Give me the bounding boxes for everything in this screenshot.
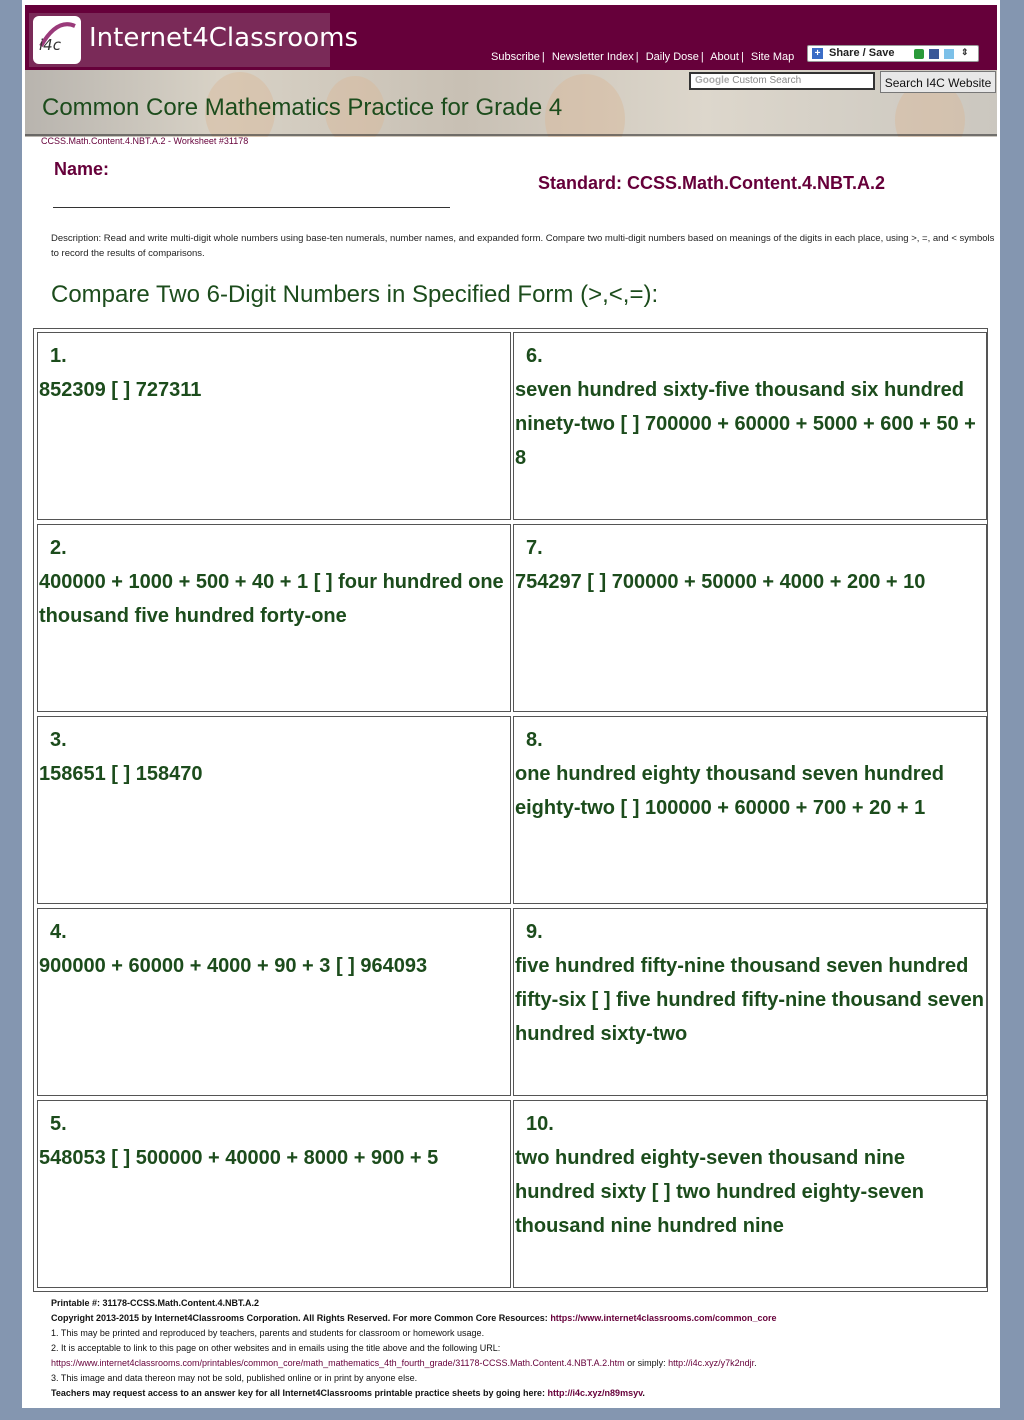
search-website-button[interactable]: Search I4C Website <box>880 71 996 93</box>
problem-text: 548053 [ ] 500000 + 40000 + 8000 + 900 + 5 <box>39 1147 439 1169</box>
i4c-logo-badge <box>33 16 81 64</box>
problem-number: 9. <box>526 921 543 943</box>
facebook-icon[interactable] <box>929 49 939 59</box>
twitter-icon[interactable] <box>944 49 954 59</box>
problem-cell <box>37 1100 511 1288</box>
common-core-link[interactable]: https://www.internet4classrooms.com/common_core <box>550 1313 777 1323</box>
google-brand: Google <box>695 75 730 86</box>
problem-text: 852309 [ ] 727311 <box>39 379 202 401</box>
nav-daily-dose[interactable]: Daily Dose <box>645 51 699 63</box>
problem-number: 8. <box>526 729 543 751</box>
site-header <box>25 5 997 70</box>
nav-subscribe[interactable]: Subscribe <box>491 51 540 63</box>
custom-search-input[interactable] <box>689 72 875 90</box>
share-label: Share / Save <box>829 47 895 59</box>
email-share-icon[interactable] <box>914 49 924 59</box>
problem-text: 400000 + 1000 + 500 + 40 + 1 [ ] four hundred one thousand five hundred forty-one <box>39 571 504 627</box>
answer-key-end: . <box>642 1388 645 1398</box>
worksheet-url-link[interactable]: https://www.internet4classrooms.com/printables/common_core/math_mathematics_4th_fourth_grade/31178-CCSS.Math.Content.4.NBT.A.2.htm <box>51 1358 625 1368</box>
problem-text: 754297 [ ] 700000 + 50000 + 4000 + 200 + 10 <box>515 571 926 593</box>
worksheet-page <box>22 0 1000 1408</box>
nav-site-map[interactable]: Site Map <box>750 51 795 63</box>
share-save-button[interactable] <box>807 45 979 62</box>
problem-text: seven hundred sixty-five thousand six hundred ninety-two [ ] 700000 + 60000 + 5000 + 600 + 50 + 8 <box>515 379 976 469</box>
copyright-line <box>51 1311 996 1326</box>
search-placeholder: Custom Search <box>732 75 802 86</box>
problem-text: 158651 [ ] 158470 <box>39 763 203 785</box>
problem-text: two hundred eighty-seven thousand nine hundred sixty [ ] two hundred eighty-seven thousand nine hundred nine <box>515 1147 924 1237</box>
problem-number: 5. <box>50 1113 67 1135</box>
answer-key-note <box>51 1386 996 1401</box>
site-logo[interactable] <box>29 13 358 67</box>
description: Description: Read and write multi-digit whole numbers using base-ten numerals, number names, and expanded form. Compare two multi-digit numbers based on meanings of the digits in each place, using >, =, and < symbols to record the results of comparisons. <box>51 233 995 259</box>
nav-about[interactable]: About <box>710 51 739 63</box>
usage-note-1: 1. This may be printed and reproduced by teachers, parents and students for classroom or homework usage. <box>51 1328 485 1338</box>
name-blank-line <box>53 207 450 208</box>
problem-cell <box>513 524 987 712</box>
problem-cell <box>513 1100 987 1288</box>
usage-note-2: 2. It is acceptable to link to this page on other websites and in emails using the title above and the following URL: <box>51 1343 501 1353</box>
section-title: Compare Two 6-Digit Numbers in Specified Form (>,<,=): <box>51 281 659 308</box>
problem-number: 2. <box>50 537 67 559</box>
problem-number: 6. <box>526 345 543 367</box>
problem-number: 1. <box>50 345 67 367</box>
name-label: Name: <box>54 159 110 179</box>
answer-key-link[interactable]: http://i4c.xyz/n89msyv <box>547 1388 643 1398</box>
standard-label: Standard: CCSS.Math.Content.4.NBT.A.2 <box>538 173 886 193</box>
problem-cell <box>37 524 511 712</box>
worksheet-id: CCSS.Math.Content.4.NBT.A.2 - Worksheet #31178 <box>41 136 249 146</box>
page-title: Common Core Mathematics Practice for Grade 4 <box>42 94 563 121</box>
problem-number: 7. <box>526 537 543 559</box>
problem-text: five hundred fifty-nine thousand seven hundred fifty-six [ ] five hundred fifty-nine thousand seven hundred sixty-two <box>515 955 984 1045</box>
problem-cell <box>37 716 511 904</box>
url-or-text: or simply: <box>624 1358 669 1368</box>
problem-cell <box>37 332 511 520</box>
usage-note-3: 3. This image and data thereon may not be sold, published online or in print by anyone else. <box>51 1373 418 1383</box>
problem-text: 900000 + 60000 + 4000 + 90 + 3 [ ] 964093 <box>39 955 428 977</box>
i4c-swoosh-icon <box>33 16 81 64</box>
logo-wordmark: Internet4Classrooms <box>89 23 358 53</box>
usage-note-2-urls <box>51 1356 996 1371</box>
url-end: . <box>754 1358 757 1368</box>
problem-cell <box>513 716 987 904</box>
chevron-updown-icon: ⇕ <box>961 47 969 57</box>
footer <box>51 1296 996 1401</box>
problem-cell <box>513 908 987 1096</box>
short-url-link[interactable]: http://i4c.xyz/y7k2ndjr <box>668 1358 755 1368</box>
top-navigation: Subscribe | Newsletter Index | Daily Dose | About | Site Map <box>491 51 795 63</box>
problem-cell <box>513 332 987 520</box>
problem-number: 3. <box>50 729 67 751</box>
logo-badge-text: i4c <box>39 36 61 54</box>
problem-cell <box>37 908 511 1096</box>
problem-number: 4. <box>50 921 67 943</box>
printable-number: Printable #: 31178-CCSS.Math.Content.4.NBT.A.2 <box>51 1298 260 1308</box>
nav-newsletter-index[interactable]: Newsletter Index <box>551 51 634 63</box>
share-plus-icon: + <box>812 48 823 59</box>
page-banner <box>25 70 997 137</box>
answer-key-text: Teachers may request access to an answer key for all Internet4Classrooms printable practice sheets by going here: <box>51 1388 546 1398</box>
problem-number: 10. <box>526 1113 554 1135</box>
problem-text: one hundred eighty thousand seven hundred eighty-two [ ] 100000 + 60000 + 700 + 20 + 1 <box>515 763 944 819</box>
problem-grid <box>33 328 988 1292</box>
copyright-text: Copyright 2013-2015 by Internet4Classrooms Corporation. All Rights Reserved. For more Common Core Resources: <box>51 1313 548 1323</box>
